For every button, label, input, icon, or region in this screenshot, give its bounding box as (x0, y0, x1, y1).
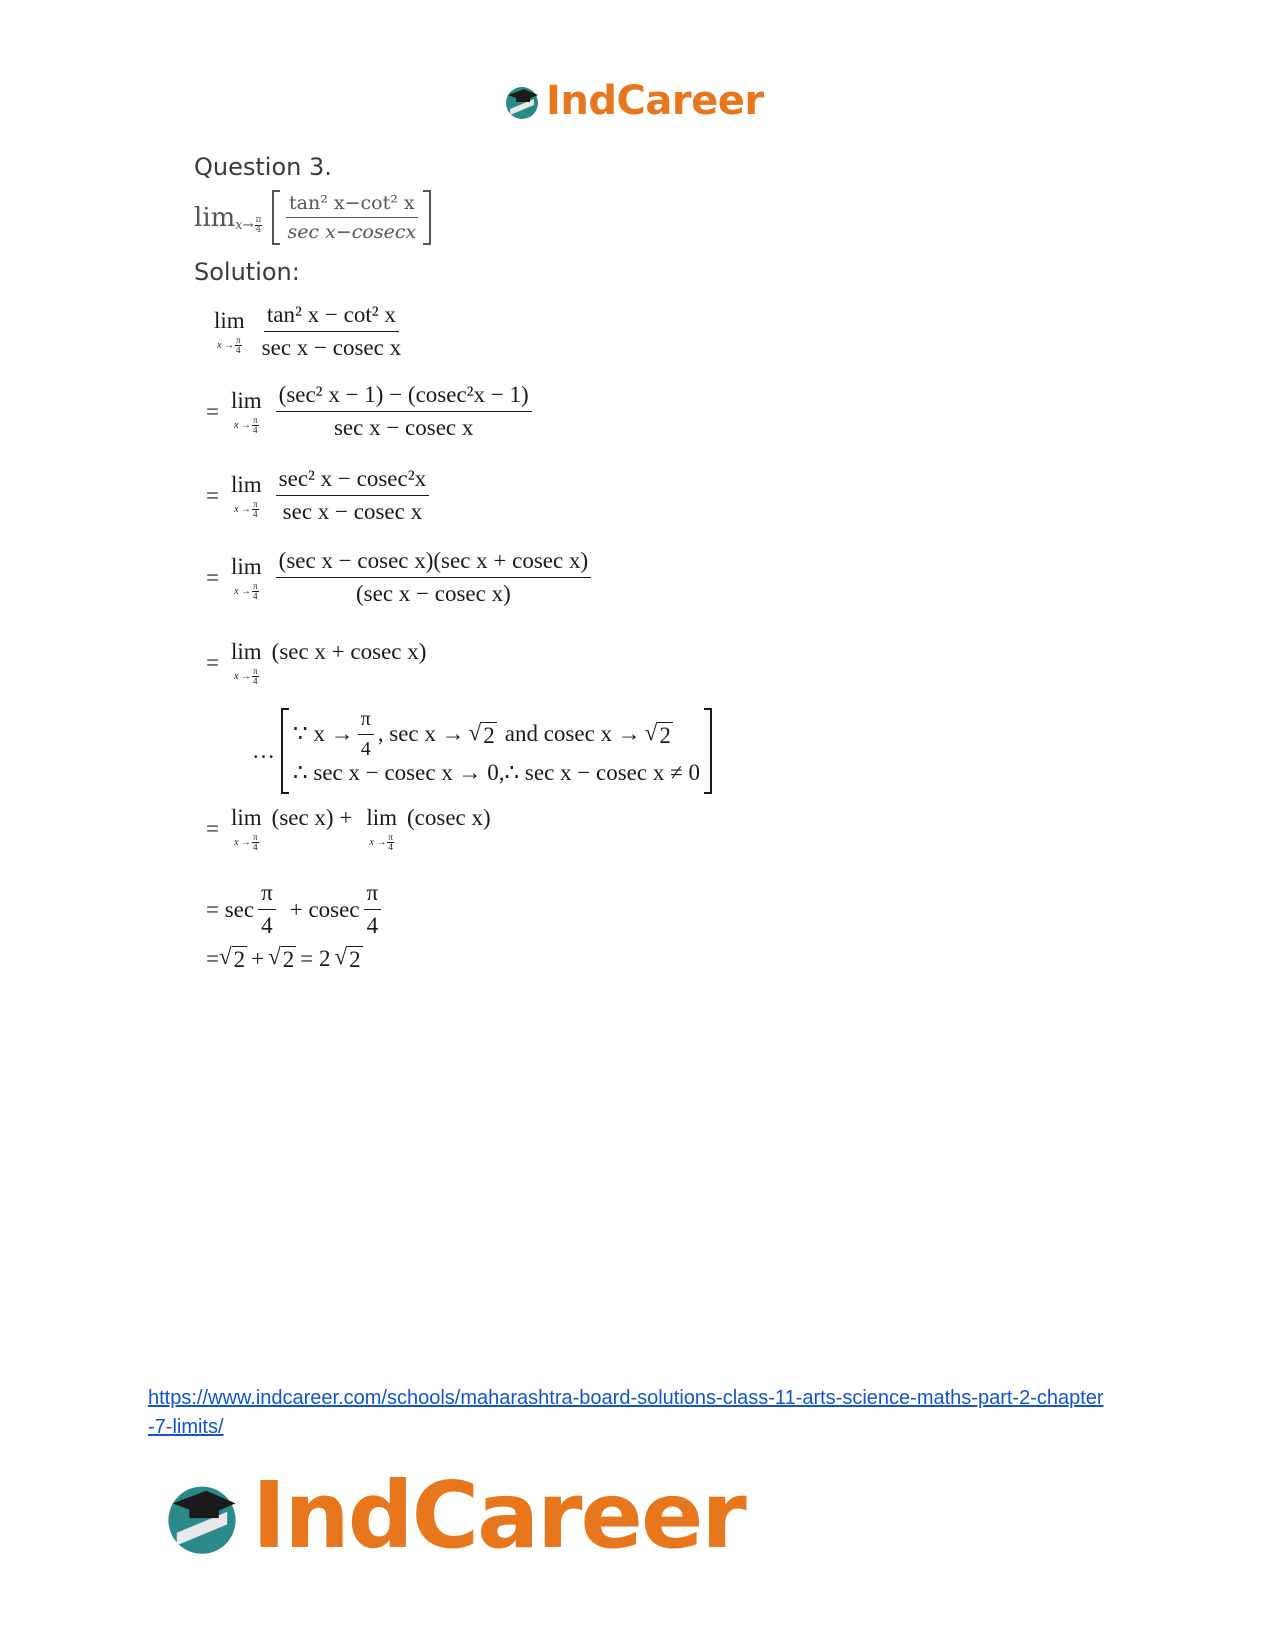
note-text: , sec x → (377, 721, 465, 746)
subscript-arrow: x → (369, 837, 387, 848)
sqrt-2: √ 2 (334, 944, 361, 972)
radicand: 2 (349, 947, 361, 972)
subscript-arrow: x → (234, 503, 252, 515)
expression: (cosec x) (407, 805, 491, 830)
limit-subscript (234, 500, 259, 519)
fraction-denominator: 4 (253, 842, 258, 852)
lim-text: lim (230, 471, 262, 497)
fraction (276, 466, 429, 525)
graduation-cap-globe-icon (160, 1474, 244, 1558)
limit-operator (231, 555, 262, 601)
denominator: sec x − cosec x (261, 335, 402, 360)
equals-sign: = (206, 650, 219, 675)
numerator: π (364, 880, 382, 910)
limit-operator (231, 640, 262, 686)
lim-text: lim (194, 202, 236, 233)
note-bracket (281, 708, 712, 794)
fraction-numerator: π (253, 832, 258, 842)
expression: (sec x + cosec x) (271, 639, 427, 664)
limit-subscript (234, 416, 259, 435)
graduation-cap-globe-icon (502, 81, 542, 121)
lim-text: lim (230, 553, 262, 579)
subscript-fraction (387, 833, 394, 852)
radicand: 2 (483, 722, 495, 748)
step-8 (206, 944, 363, 973)
fraction (364, 880, 382, 939)
limit-subscript (234, 582, 259, 601)
subscript-arrow: x → (234, 671, 252, 682)
header-logo (502, 78, 764, 124)
numerator: π (258, 880, 276, 910)
equals-sign: = (206, 482, 219, 508)
sqrt-2: √ 2 (644, 719, 671, 748)
denominator: 4 (360, 737, 371, 760)
question-fraction (284, 192, 419, 243)
fraction-denominator: 4 (255, 225, 262, 235)
radicand: 2 (659, 722, 671, 748)
equals-sign: = (206, 816, 219, 841)
result-text: = 2 (300, 945, 331, 971)
numerator: π (358, 708, 374, 735)
fraction-numerator: π (253, 580, 258, 591)
lim-text: lim (214, 307, 245, 333)
subscript-fraction (252, 582, 259, 601)
subscript-fraction (255, 216, 263, 235)
fraction-denominator: 4 (388, 842, 393, 852)
equals-sign: = (206, 945, 219, 971)
note-text: ∵ x → (293, 721, 354, 746)
subscript-fraction (235, 336, 242, 355)
sqrt-2: √ 2 (268, 944, 295, 972)
radicand: 2 (233, 947, 246, 972)
subscript-arrow: x→ (235, 218, 254, 233)
limit-operator (231, 389, 262, 435)
limit-operator (366, 806, 397, 852)
subscript-fraction (252, 833, 259, 852)
subscript-arrow: x → (234, 585, 252, 597)
fraction (259, 302, 404, 361)
subscript-fraction (252, 416, 259, 435)
radicand: 2 (282, 947, 295, 972)
lim-text: lim (230, 805, 262, 830)
step-note (252, 708, 712, 794)
ellipsis: … (252, 738, 275, 763)
source-link[interactable]: https://www.indcareer.com/schools/maharashtra-board-solutions-class-11-arts-science-maths-part-2-chapter-7-limits/ (148, 1387, 1104, 1438)
fraction-numerator: π (253, 666, 258, 676)
sqrt-2: √ 2 (218, 944, 246, 972)
fraction (358, 708, 374, 761)
fraction-numerator: π (255, 215, 262, 225)
numerator: (sec x − cosec x)(sec x + cosec x) (276, 548, 591, 578)
denominator: sec x − cosec x (282, 499, 423, 524)
limit-operator (231, 806, 262, 852)
sqrt-2: √ 2 (468, 719, 495, 748)
logo-text: IndCareer (546, 78, 764, 124)
denominator: (sec x − cosec x) (356, 581, 511, 606)
question-bracket (272, 190, 431, 245)
limit-subscript (217, 336, 242, 355)
expression: + cosec (289, 896, 360, 922)
denominator: 4 (261, 913, 273, 938)
subscript-arrow: x → (234, 837, 252, 848)
question-denominator: sec x−cosecx (287, 221, 417, 243)
footer-logo (160, 1462, 745, 1569)
denominator: sec x − cosec x (333, 415, 474, 440)
step-2 (206, 382, 536, 441)
denominator: 4 (366, 913, 379, 938)
subscript-fraction (252, 667, 259, 686)
step-5 (206, 640, 426, 686)
numerator: (sec² x − 1) − (cosec²x − 1) (276, 382, 532, 412)
numerator: sec² x − cosec²x (276, 466, 429, 496)
fraction-denominator: 4 (253, 508, 258, 519)
subscript-fraction (252, 500, 259, 519)
limit-operator (214, 309, 245, 355)
fraction-denominator: 4 (253, 590, 258, 601)
limit-subscript (234, 667, 259, 686)
step-6 (206, 806, 491, 852)
equals-sign: = (206, 564, 219, 590)
fraction-numerator: π (253, 414, 258, 425)
limit-subscript (234, 833, 259, 852)
step-1 (214, 302, 408, 361)
logo-text: IndCareer (252, 1462, 745, 1569)
numerator: tan² x − cot² x (264, 302, 399, 332)
step-3 (206, 466, 433, 525)
note-text: and cosec x → (504, 721, 641, 746)
subscript-arrow: x → (217, 339, 235, 351)
fraction-denominator: 4 (253, 424, 258, 435)
expression: (sec x) + (271, 805, 353, 830)
solution-label: Solution: (194, 258, 300, 286)
fraction (258, 880, 276, 939)
step-4 (206, 548, 595, 607)
fraction-numerator: π (388, 832, 393, 842)
question-label: Question 3. (194, 153, 332, 181)
lim-text: lim (230, 639, 262, 664)
subscript-arrow: x → (234, 419, 252, 431)
fraction-numerator: π (253, 498, 258, 509)
equals-sign: = (206, 398, 219, 424)
note-line-1 (293, 707, 700, 760)
step-7 (206, 880, 385, 939)
limit-operator (231, 473, 262, 519)
question-numerator: tan² x−cot² x (286, 192, 418, 218)
fraction-denominator: 4 (236, 344, 241, 355)
note-line-2: ∴ sec x − cosec x → 0,∴ sec x − cosec x ≠ 0 (293, 760, 700, 785)
plus-sign: + (251, 945, 265, 971)
question-expression (194, 190, 431, 245)
limit-subscript (369, 833, 394, 852)
fraction (276, 382, 532, 441)
fraction-denominator: 4 (253, 676, 258, 686)
expression: = sec (206, 896, 255, 922)
limit-subscript (235, 216, 262, 235)
lim-text: lim (366, 805, 397, 830)
fraction (276, 548, 591, 607)
fraction-numerator: π (236, 334, 241, 345)
lim-text: lim (230, 387, 262, 413)
